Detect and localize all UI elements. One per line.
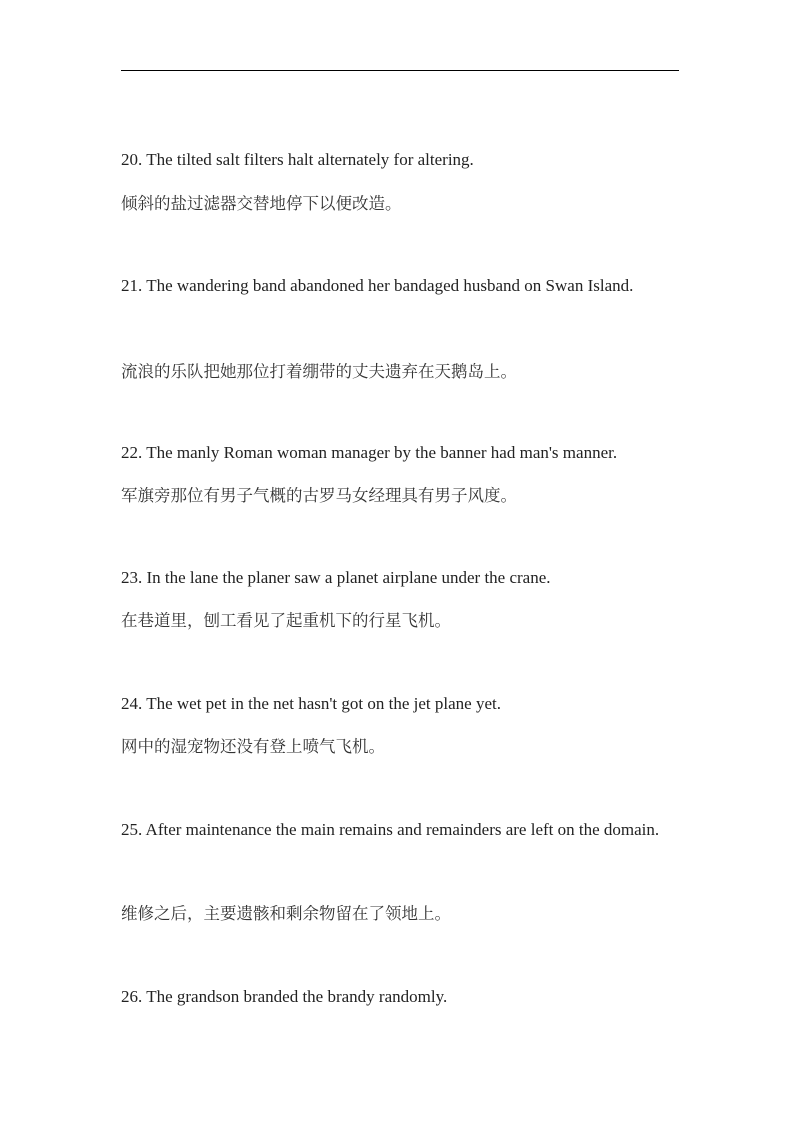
header-rule: [121, 70, 679, 71]
entry-23-english: 23. In the lane the planer saw a planet airplane under the crane.: [121, 568, 551, 587]
entry-25-chinese: 维修之后，主要遗骸和剩余物留在了领地上。: [121, 904, 451, 923]
entry-24-english: 24. The wet pet in the net hasn't got on the jet plane yet.: [121, 694, 501, 713]
entry-20-chinese: 倾斜的盐过滤器交替地停下以便改造。: [121, 194, 402, 213]
entry-25-english: 25. After maintenance the main remains and remainders are left on the domain.: [121, 820, 660, 839]
entry-26-english: 26. The grandson branded the brandy randomly.: [121, 987, 448, 1006]
entry-23-chinese: 在巷道里，刨工看见了起重机下的行星飞机。: [121, 611, 451, 630]
entry-21-english: 21. The wandering band abandoned her bandaged husband on Swan Island.: [121, 276, 634, 295]
entry-22-chinese: 军旗旁那位有男子气概的古罗马女经理具有男子风度。: [121, 486, 517, 505]
entry-24-chinese: 网中的湿宠物还没有登上喷气飞机。: [121, 737, 385, 756]
entry-21-chinese: 流浪的乐队把她那位打着绷带的丈夫遗弃在天鹅岛上。: [121, 362, 517, 381]
entry-20-english: 20. The tilted salt filters halt alternately for altering.: [121, 150, 474, 169]
entry-22-english: 22. The manly Roman woman manager by the banner had man's manner.: [121, 443, 618, 462]
